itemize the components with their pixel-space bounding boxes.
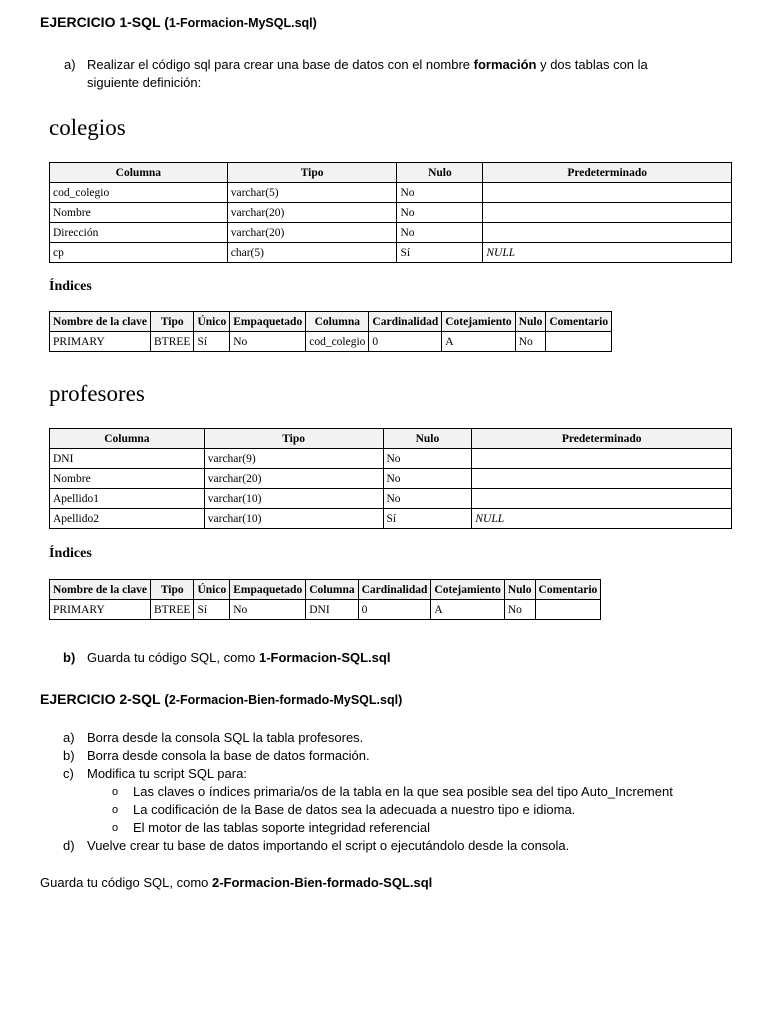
table-cell: A: [442, 332, 515, 352]
ej1-item-b-label: Guarda tu código SQL, como: [87, 650, 259, 665]
table-cell: No: [397, 203, 483, 223]
column-header: Empaquetado: [230, 312, 306, 332]
table-cell: varchar(10): [204, 489, 383, 509]
table-cell: varchar(20): [204, 469, 383, 489]
table-cell: Apellido2: [50, 509, 205, 529]
column-header: Nombre de la clave: [50, 580, 151, 600]
table-cell: Nombre: [50, 469, 205, 489]
column-header: Cardinalidad: [369, 312, 442, 332]
ej1-item-b-filename: 1-Formacion-SQL.sql: [258, 650, 391, 665]
table-cell: cp: [50, 243, 228, 263]
ej2-final-filename: 2-Formacion-Bien-formado-SQL.sql: [211, 875, 433, 890]
ej1-item-a-text-1: Realizar el código sql para crear una base de datos con el nombre: [87, 57, 474, 72]
table-cell: varchar(5): [227, 183, 397, 203]
table-cell: No: [397, 223, 483, 243]
ej2-item-a-text: Borra desde la consola SQL la tabla profesores.: [87, 730, 364, 745]
table-row: [50, 183, 732, 203]
table-cell: Nombre: [50, 203, 228, 223]
column-header: Nombre de la clave: [50, 312, 151, 332]
column-header: Columna: [306, 312, 369, 332]
table-cell: 0: [358, 600, 431, 620]
table-cell: Apellido1: [50, 489, 205, 509]
table-cell: cod_colegio: [50, 183, 228, 203]
table-cell: 0: [369, 332, 442, 352]
ej1-item-a-text-3: siguiente definición:: [87, 75, 202, 90]
ejercicio-2-heading: [40, 691, 402, 707]
profesores-title: profesores: [49, 381, 145, 406]
ej1-item-a-text: [87, 56, 727, 92]
column-header: Cardinalidad: [358, 580, 431, 600]
column-header: Cotejamiento: [442, 312, 515, 332]
column-header: Tipo: [227, 163, 397, 183]
column-header: Empaquetado: [230, 580, 306, 600]
table-cell: Sí: [397, 243, 483, 263]
ejercicio-1-title: EJERCICIO 1-SQL (: [40, 14, 169, 30]
column-header: Único: [194, 312, 230, 332]
table-cell: DNI: [306, 600, 358, 620]
ej2-subitem-marker: o: [112, 822, 119, 834]
table-cell: Sí: [194, 332, 230, 352]
table-cell: No: [383, 489, 472, 509]
table-row: [50, 203, 732, 223]
table-cell: cod_colegio: [306, 332, 369, 352]
table-cell: [472, 489, 732, 509]
ej2-final-line: [40, 874, 432, 892]
table-cell: char(5): [227, 243, 397, 263]
ej1-item-a-text-2: y dos tablas con la: [536, 57, 648, 72]
colegios-indices-title: Índices: [49, 279, 92, 294]
column-header: Predeterminado: [483, 163, 732, 183]
ej2-final-label: Guarda tu código SQL, como: [40, 875, 212, 890]
table-cell: [483, 183, 732, 203]
ej1-item-b-text: [87, 649, 390, 667]
column-header: Comentario: [535, 580, 601, 600]
table-row: [50, 600, 601, 620]
table-cell: No: [515, 332, 546, 352]
colegios-indices-table: [49, 311, 612, 352]
ej2-item-d-marker: d): [63, 838, 75, 853]
ej2-item-d-text: Vuelve crear tu base de datos importando el script o ejecutándolo desde la consola.: [87, 838, 570, 853]
column-header: Predeterminado: [472, 429, 732, 449]
ej2-item-c-marker: c): [63, 766, 74, 781]
column-header: Tipo: [151, 580, 194, 600]
table-row: [50, 489, 732, 509]
column-header: Columna: [50, 163, 228, 183]
table-cell: No: [504, 600, 535, 620]
profesores-indices-table: [49, 579, 601, 620]
column-header: Columna: [50, 429, 205, 449]
table-cell: [472, 449, 732, 469]
table-cell: [472, 469, 732, 489]
table-header-row: [50, 580, 601, 600]
ej2-item-b-marker: b): [63, 748, 75, 763]
ej2-item-a-marker: a): [63, 730, 75, 745]
column-header: Cotejamiento: [431, 580, 504, 600]
column-header: Columna: [306, 580, 358, 600]
table-cell: NULL: [483, 243, 732, 263]
table-row: [50, 223, 732, 243]
column-header: Tipo: [204, 429, 383, 449]
table-cell: [535, 600, 601, 620]
ej2-subitem-text: La codificación de la Base de datos sea la adecuada a nuestro tipo e idioma.: [133, 802, 576, 817]
table-header-row: [50, 429, 732, 449]
ej1-item-b-marker: b): [63, 650, 76, 665]
profesores-indices-title: Índices: [49, 546, 92, 561]
ejercicio-2-filename: 2-Formacion-Bien-formado-MySQL.sql): [168, 693, 403, 707]
profesores-columns-table: [49, 428, 732, 529]
table-cell: Sí: [383, 509, 472, 529]
table-cell: No: [230, 600, 306, 620]
table-cell: BTREE: [151, 332, 194, 352]
table-cell: DNI: [50, 449, 205, 469]
ejercicio-2-title: EJERCICIO 2-SQL (: [40, 691, 169, 707]
ejercicio-1-heading: [40, 14, 317, 30]
column-header: Nulo: [397, 163, 483, 183]
table-cell: varchar(9): [204, 449, 383, 469]
table-row: [50, 243, 732, 263]
ej2-subitem-text: Las claves o índices primaria/os de la tabla en la que sea posible sea del tipo Auto_Increment: [133, 784, 673, 799]
column-header: Nulo: [515, 312, 546, 332]
table-cell: [483, 223, 732, 243]
table-cell: varchar(20): [227, 203, 397, 223]
column-header: Nulo: [504, 580, 535, 600]
table-cell: No: [383, 449, 472, 469]
table-cell: varchar(20): [227, 223, 397, 243]
table-cell: PRIMARY: [50, 332, 151, 352]
column-header: Único: [194, 580, 230, 600]
ejercicio-1-filename: 1-Formacion-MySQL.sql): [168, 16, 317, 30]
table-row: [50, 449, 732, 469]
table-cell: Sí: [194, 600, 230, 620]
colegios-columns-table: [49, 162, 732, 263]
table-cell: BTREE: [151, 600, 194, 620]
column-header: Nulo: [383, 429, 472, 449]
table-cell: Dirección: [50, 223, 228, 243]
ej1-item-a-db-name: formación: [473, 57, 537, 72]
ej2-item-b-text: Borra desde consola la base de datos formación.: [87, 748, 370, 763]
table-cell: varchar(10): [204, 509, 383, 529]
table-cell: No: [230, 332, 306, 352]
column-header: Comentario: [546, 312, 612, 332]
colegios-title: colegios: [49, 115, 126, 140]
ej2-item-c-text: Modifica tu script SQL para:: [87, 766, 247, 781]
table-cell: A: [431, 600, 504, 620]
table-cell: PRIMARY: [50, 600, 151, 620]
ej2-subitem-text: El motor de las tablas soporte integridad referencial: [133, 820, 430, 835]
table-cell: [546, 332, 612, 352]
table-cell: No: [383, 469, 472, 489]
table-cell: [483, 203, 732, 223]
table-row: [50, 469, 732, 489]
ej1-item-a-marker: a): [64, 57, 76, 72]
table-row: [50, 509, 732, 529]
ej2-subitem-marker: o: [112, 804, 119, 816]
column-header: Tipo: [151, 312, 194, 332]
table-cell: No: [397, 183, 483, 203]
table-header-row: [50, 163, 732, 183]
table-cell: NULL: [472, 509, 732, 529]
table-header-row: [50, 312, 612, 332]
table-row: [50, 332, 612, 352]
ej2-subitem-marker: o: [112, 786, 119, 798]
